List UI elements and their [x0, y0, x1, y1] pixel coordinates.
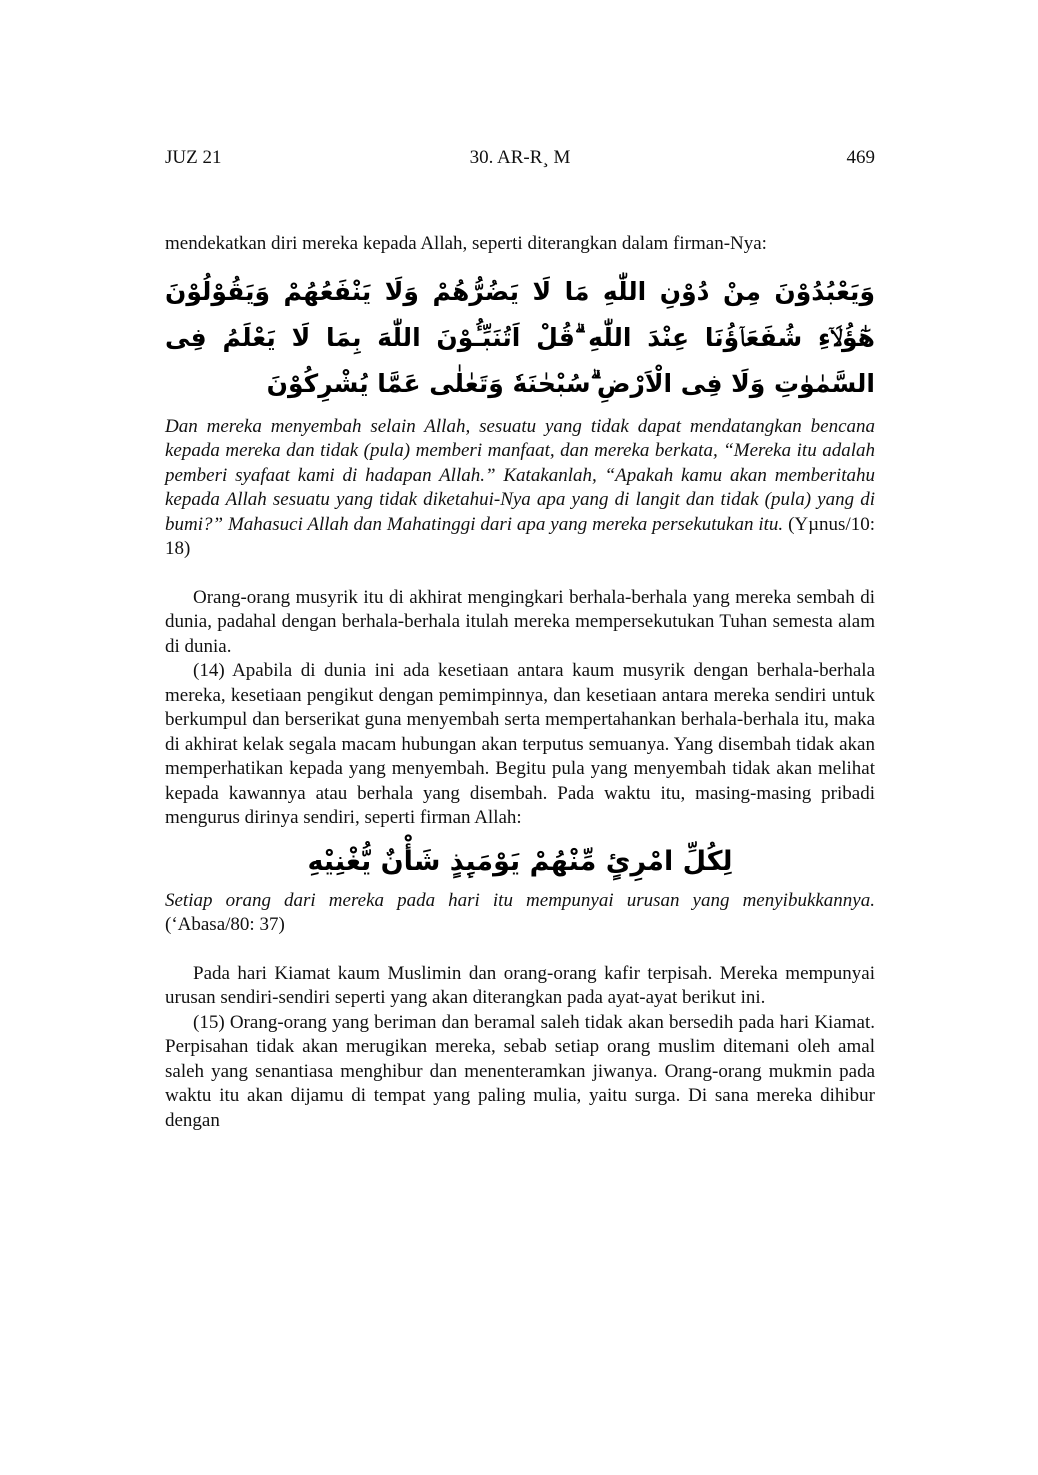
paragraph-14: (14) Apabila di dunia ini ada kesetiaan antara kaum musyrik dengan berhala-berhala mereka, kesetiaan pengikut dengan pemimpinnya, dan kesetiaan antara mereka sendiri untuk berkumpul dan berserikat guna menyembah serta mempertahankan berhala-berhala itu, maka di akhirat kelak segala macam hubungan akan terputus semuanya. Yang disembah tidak akan memperhatikan kepada yang menyembah. Begitu pula yang menyembah tidak akan melihat kepada kawannya atau berhala yang disembah. Pada waktu itu, masing-masing pribadi mengurus dirinya sendiri, seperti firman Allah: [165, 660, 875, 828]
page-number: 469 [846, 147, 875, 168]
page-body [165, 232, 875, 1133]
verse-reference: (‘Abasa/80: 37) [165, 914, 285, 935]
arabic-verse-yunus-18: وَيَعْبُدُوْنَ مِنْ دُوْنِ اللّٰهِ مَا لَا يَضُرُّهُمْ وَلَا يَنْفَعُهُمْ وَيَقُوْلُوْنَ هٰٓؤُلَاۤءِ شُفَعَاۤؤُنَا عِنْدَ اللّٰهِ ۗقُلْ اَتُنَبِّـُٔوْنَ اللّٰهَ بِمَا لَا يَعْلَمُ فِى السَّمٰوٰتِ وَلَا فِى الْاَرْضِ ۗسُبْحٰنَهٗ وَتَعٰلٰى عَمَّا يُشْرِكُوْنَ [165, 276, 875, 398]
intro-paragraph: mendekatkan diri mereka kepada Allah, seperti diterangkan dalam firman-Nya: [165, 233, 767, 254]
page-header [165, 147, 875, 175]
translation-text: Dan mereka menyembah selain Allah, sesuatu yang tidak dapat mendatangkan bencana kepada mereka dan tidak (pula) memberi manfaat, dan mereka berkata, “Mereka itu adalah pemberi syafaat kami di hadapan Allah.” Katakanlah, “Apakah kamu akan memberitahu kepada Allah sesuatu yang tidak diketahui-Nya apa yang di langit dan tidak (pula) yang di bumi?” Mahasuci Allah dan Mahatinggi dari apa yang mereka persekutukan itu. [165, 415, 875, 535]
arabic-verse-abasa-37: لِكُلِّ امْرِئٍ مِّنْهُمْ يَوْمَىِٕذٍ شَأْنٌ يُّغْنِيْهِ [307, 845, 733, 877]
paragraph-kiamat: Pada hari Kiamat kaum Muslimin dan orang-orang kafir terpisah. Mereka mempunyai urusan sendiri-sendiri seperti yang akan diterangkan pada ayat-ayat berikut ini. [165, 962, 875, 1008]
verse-reference: (Yµnus/10: 18) [165, 513, 876, 559]
translation-yunus-18 [165, 415, 875, 562]
translation-abasa-37 [165, 889, 875, 938]
surah-title: 30. AR-R¸ M [469, 147, 571, 168]
paragraph-15: (15) Orang-orang yang beriman dan beramal saleh tidak akan bersedih pada hari Kiamat. Perpisahan tidak akan merugikan mereka, sebab setiap orang muslim ditemani oleh amal saleh yang senantiasa menghibur dan menenteramkan jiwanya. Orang-orang mukmin pada waktu itu akan dijamu di tempat yang paling mulia, yaitu surga. Di sana mereka dihibur dengan [165, 1011, 875, 1131]
paragraph-musyrik: Orang-orang musyrik itu di akhirat mengingkari berhala-berhala yang mereka sembah di dunia, padahal dengan berhala-berhala itulah mereka mempersekutukan Tuhan semesta alam di dunia. [165, 586, 875, 657]
juz-label: JUZ 21 [165, 147, 222, 168]
translation-text: Setiap orang dari mereka pada hari itu mempunyai urusan yang menyibukkannya. [165, 889, 875, 911]
